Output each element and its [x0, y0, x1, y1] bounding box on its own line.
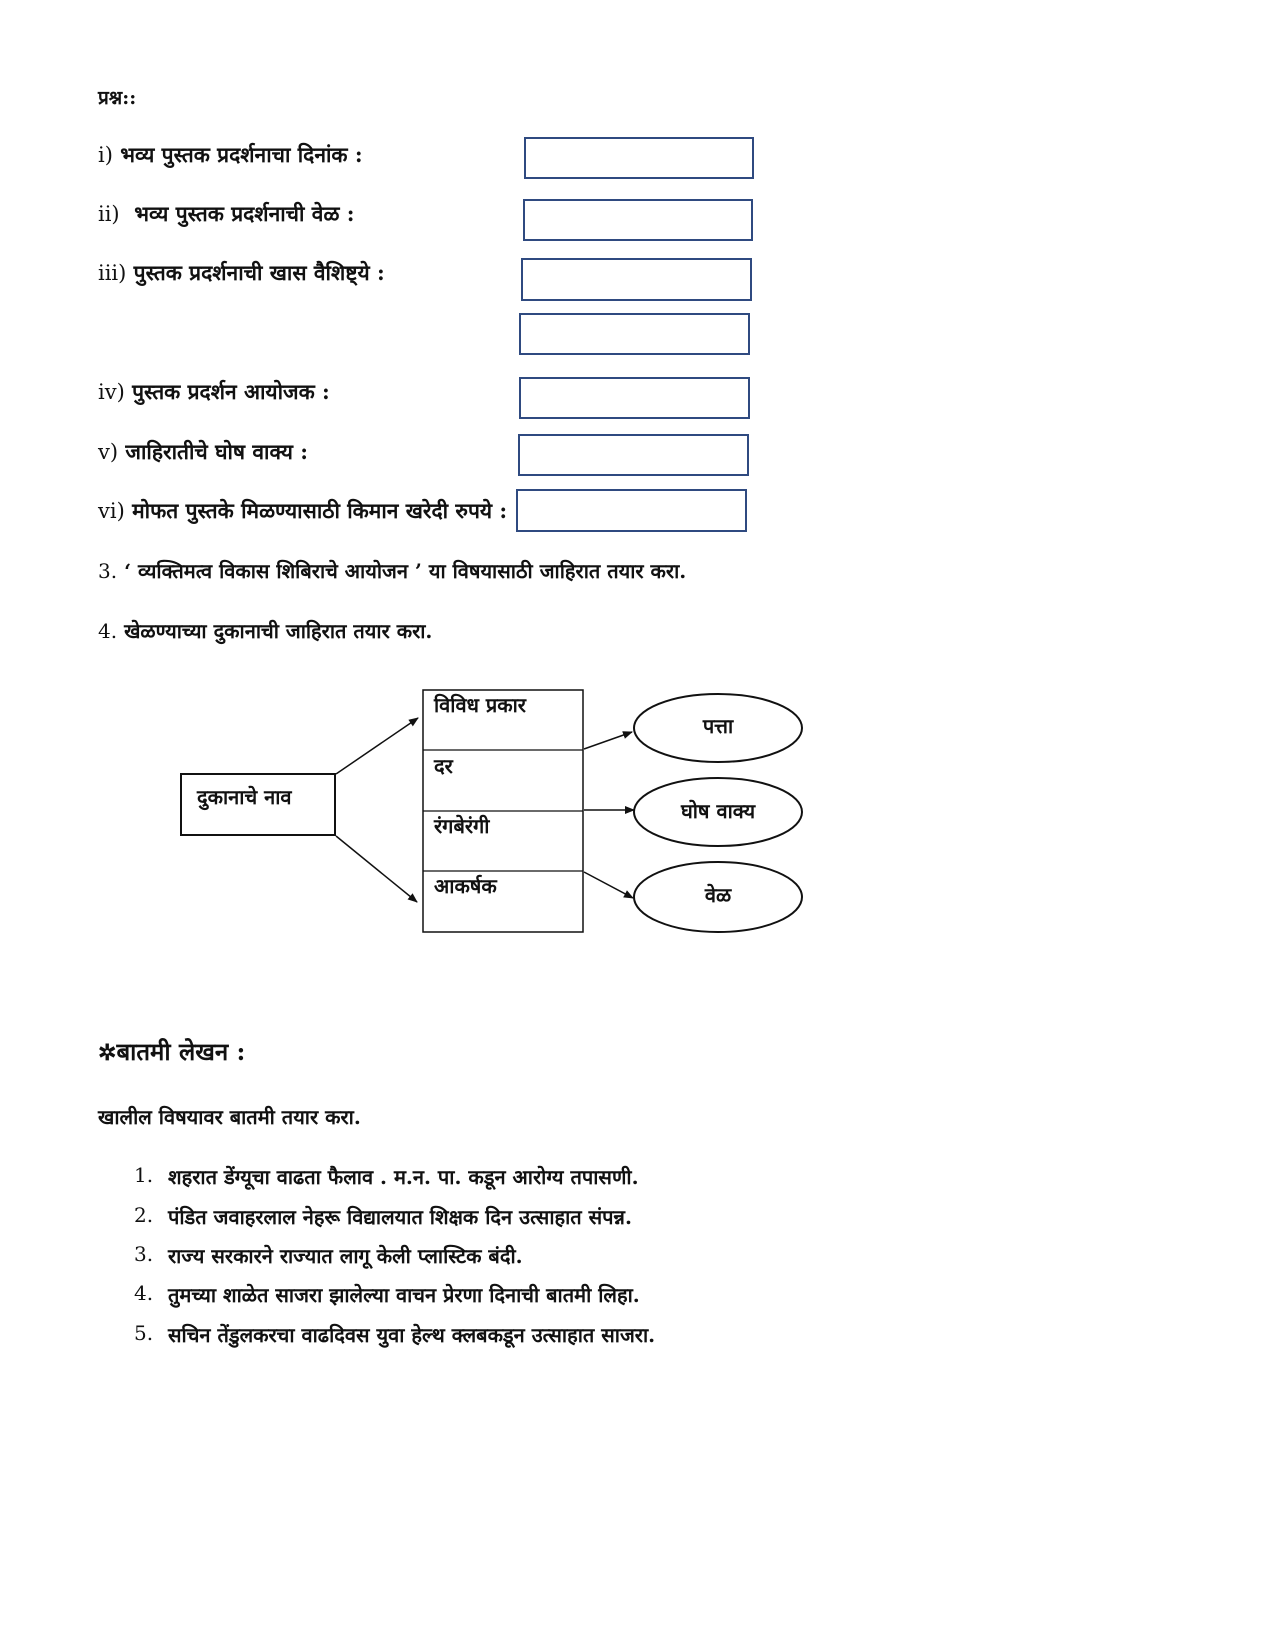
- section-label: प्रश्न::: [98, 87, 137, 109]
- arrow-to-table-bottom: [336, 836, 417, 902]
- arrow-to-address: [584, 732, 632, 749]
- news-section-title: [98, 1035, 245, 1068]
- list-item-number: 5.: [134, 1321, 154, 1345]
- task-text: ‘ व्यक्तिमत्व विकास शिबिराचे आयोजन ’ या विषयासाठी जाहिरात तयार करा.: [124, 559, 687, 583]
- news-title-text: बातमी लेखन :: [116, 1037, 246, 1066]
- asterisk-icon: ✲: [98, 1040, 117, 1066]
- question-text: भव्य पुस्तक प्रदर्शनाची वेळ :: [134, 201, 355, 226]
- table-cell-attractive: आकर्षक: [434, 874, 497, 898]
- list-item-number: 2.: [134, 1203, 154, 1227]
- task-number: 3.: [98, 559, 118, 583]
- list-item: पंडित जवाहरलाल नेहरू विद्यालयात शिक्षक दिन उत्साहात संपन्न.: [168, 1205, 632, 1229]
- arrow-to-table-top: [336, 718, 418, 774]
- oval-time-label: वेळ: [704, 883, 732, 907]
- table-cell-rate: दर: [434, 754, 453, 778]
- list-item: तुमच्या शाळेत साजरा झालेल्या वाचन प्रेरणा दिनाची बातमी लिहा.: [168, 1283, 640, 1307]
- question-number: ii): [98, 202, 120, 226]
- question-number: v): [98, 440, 119, 464]
- question-number: vi): [98, 499, 125, 523]
- question-number: i): [98, 143, 113, 167]
- list-item: सचिन तेंडुलकरचा वाढदिवस युवा हेल्थ क्लबकडून उत्साहात साजरा.: [168, 1323, 656, 1347]
- table-cell-colorful: रंगबेरंगी: [434, 814, 490, 838]
- oval-address-label: पत्ता: [702, 714, 734, 738]
- question-text: पुस्तक प्रदर्शन आयोजक :: [132, 379, 330, 404]
- task-text: खेळण्याच्या दुकानाची जाहिरात तयार करा.: [124, 619, 433, 643]
- list-item-number: 4.: [134, 1281, 154, 1305]
- question-number: iii): [98, 261, 127, 285]
- question-text: मोफत पुस्तके मिळण्यासाठी किमान खरेदी रुपये :: [132, 498, 508, 523]
- table-cell-varieties: विविध प्रकार: [434, 693, 526, 717]
- arrow-to-time: [584, 872, 633, 898]
- task-number: 4.: [98, 619, 118, 643]
- question-text: जाहिरातीचे घोष वाक्य :: [125, 439, 308, 464]
- question-text: भव्य पुस्तक प्रदर्शनाचा दिनांक :: [120, 142, 363, 167]
- oval-slogan-label: घोष वाक्य: [680, 799, 756, 823]
- question-number: iv): [98, 380, 125, 404]
- list-item: राज्य सरकारने राज्यात लागू केली प्लास्टिक बंदी.: [168, 1244, 523, 1268]
- shop-name-label: दुकानाचे नाव: [197, 785, 292, 809]
- list-item-number: 1.: [134, 1163, 154, 1187]
- news-intro: खालील विषयावर बातमी तयार करा.: [98, 1105, 361, 1129]
- question-text: पुस्तक प्रदर्शनाची खास वैशिष्ट्ये :: [133, 260, 385, 285]
- list-item-number: 3.: [134, 1242, 154, 1266]
- list-item: शहरात डेंग्यूचा वाढता फैलाव . म.न. पा. कडून आरोग्य तपासणी.: [168, 1165, 639, 1189]
